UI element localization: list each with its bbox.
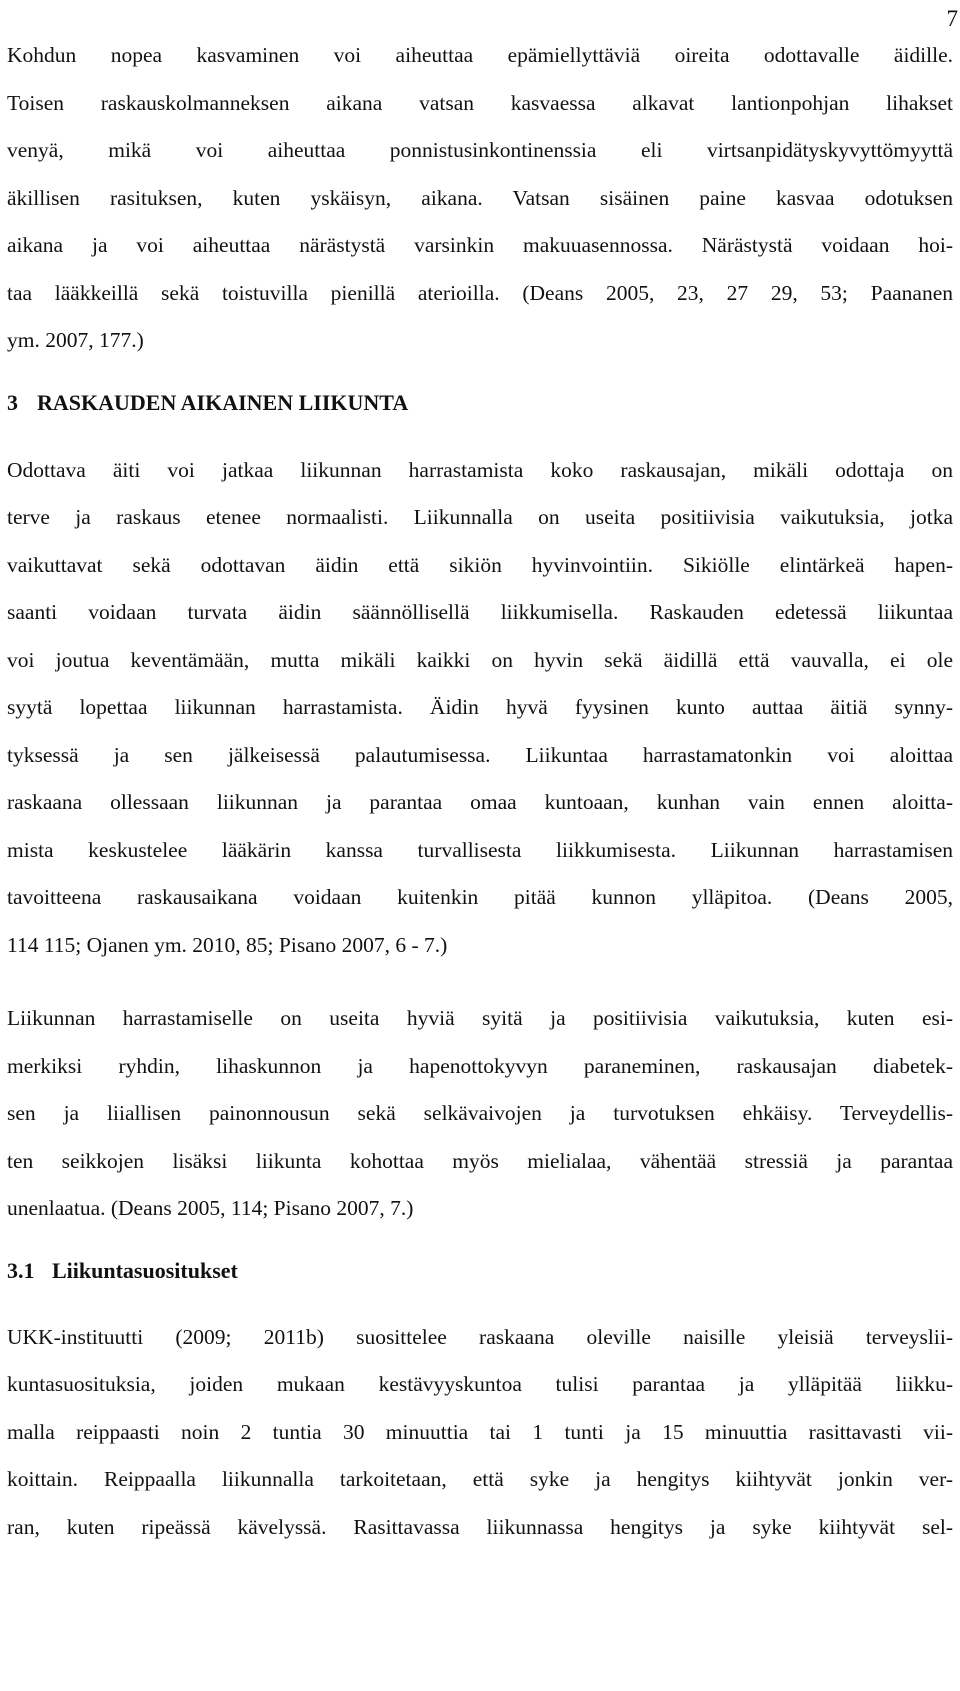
text-line: saanti voidaan turvata äidin säännöllisellä liikkumisella. Raskauden edetessä liikuntaa — [7, 600, 953, 624]
text-line: Liikunnan harrastamiselle on useita hyviä syitä ja positiivisia vaikutuksia, kuten esi- — [7, 1006, 953, 1030]
text-line: kuntasuosituksia, joiden mukaan kestävyyskuntoa tulisi parantaa ja ylläpitää liikku- — [7, 1372, 953, 1396]
text-line: syytä lopettaa liikunnan harrastamista. Äidin hyvä fyysinen kunto auttaa äitiä synny- — [7, 695, 953, 719]
text-line: äkillisen rasituksen, kuten yskäisyn, aikana. Vatsan sisäinen paine kasvaa odotuksen — [7, 185, 953, 210]
subsection-heading — [7, 1256, 953, 1286]
section-title: RASKAUDEN AIKAINEN LIIKUNTA — [37, 389, 409, 415]
text-line: vaikuttavat sekä odottavan äidin että sikiön hyvinvointiin. Sikiölle elintärkeä hapen- — [7, 552, 953, 577]
text-line: koittain. Reippaalla liikunnalla tarkoitetaan, että syke ja hengitys kiihtyvät jonkin ver- — [7, 1467, 953, 1491]
text-line: aikana ja voi aiheuttaa närästystä varsinkin makuuasennossa. Närästystä voidaan hoi- — [7, 233, 953, 257]
paragraph-exercise-benefits — [7, 995, 953, 1233]
text-line: raskaana ollessaan liikunnan ja parantaa omaa kuntoaan, kunhan vain ennen aloitta- — [7, 790, 953, 814]
paragraph-pregnancy-symptoms — [7, 32, 953, 365]
text-line: mista keskustelee lääkärin kanssa turvallisesta liikkumisesta. Liikunnan harrastamisen — [7, 837, 953, 862]
text-line: Kohdun nopea kasvaminen voi aiheuttaa epämiellyttäviä oireita odottavalle äidille. — [7, 43, 953, 67]
subsection-title: Liikuntasuositukset — [52, 1257, 238, 1283]
section-heading — [7, 388, 953, 418]
text-line: terve ja raskaus etenee normaalisti. Liikunnalla on useita positiivisia vaikutuksia, jotka — [7, 505, 953, 529]
text-line: ten seikkojen lisäksi liikunta kohottaa myös mielialaa, vähentää stressiä ja parantaa — [7, 1148, 953, 1173]
text-line: taa lääkkeillä sekä toistuvilla pienillä aterioilla. (Deans 2005, 23, 27 29, 53; Paananen — [7, 280, 953, 305]
section-number: 3 — [7, 389, 18, 415]
text-line: ym. 2007, 177.) — [7, 328, 144, 352]
paragraph-exercise-recommendations — [7, 1314, 953, 1552]
text-line: tavoitteena raskausaikana voidaan kuitenkin pitää kunnon ylläpitoa. (Deans 2005, — [7, 885, 953, 909]
paragraph-exercise-during-pregnancy — [7, 447, 953, 970]
page-content — [7, 32, 953, 1551]
text-line: voi joutua keventämään, mutta mikäli kaikki on hyvin sekä äidillä että vauvalla, ei ole — [7, 647, 953, 672]
text-line: UKK-instituutti (2009; 2011b) suosittelee raskaana oleville naisille yleisiä terveyslii- — [7, 1324, 953, 1349]
text-line: unenlaatua. (Deans 2005, 114; Pisano 2007, 7.) — [7, 1196, 414, 1220]
text-line: 114 115; Ojanen ym. 2010, 85; Pisano 2007, 6 - 7.) — [7, 932, 448, 957]
text-line: tyksessä ja sen jälkeisessä palautumisessa. Liikuntaa harrastamatonkin voi aloittaa — [7, 742, 953, 767]
text-line: Odottava äiti voi jatkaa liikunnan harrastamista koko raskausajan, mikäli odottaja on — [7, 457, 953, 482]
text-line: venyä, mikä voi aiheuttaa ponnistusinkontinenssia eli virtsanpidätyskyvyttömyyttä — [7, 138, 953, 162]
text-line: malla reippaasti noin 2 tuntia 30 minuuttia tai 1 tunti ja 15 minuuttia rasittavasti vii- — [7, 1419, 953, 1444]
subsection-number: 3.1 — [7, 1257, 35, 1283]
text-line: sen ja liiallisen painonnousun sekä selkävaivojen ja turvotuksen ehkäisy. Terveydellis- — [7, 1101, 953, 1125]
page-number: 7 — [946, 6, 958, 31]
text-line: ran, kuten ripeässä kävelyssä. Rasittavassa liikunnassa hengitys ja syke kiihtyvät sel- — [7, 1514, 953, 1539]
text-line: Toisen raskauskolmanneksen aikana vatsan kasvaessa alkavat lantionpohjan lihakset — [7, 90, 953, 115]
text-line: merkiksi ryhdin, lihaskunnon ja hapenottokyvyn paraneminen, raskausajan diabetek- — [7, 1053, 953, 1078]
